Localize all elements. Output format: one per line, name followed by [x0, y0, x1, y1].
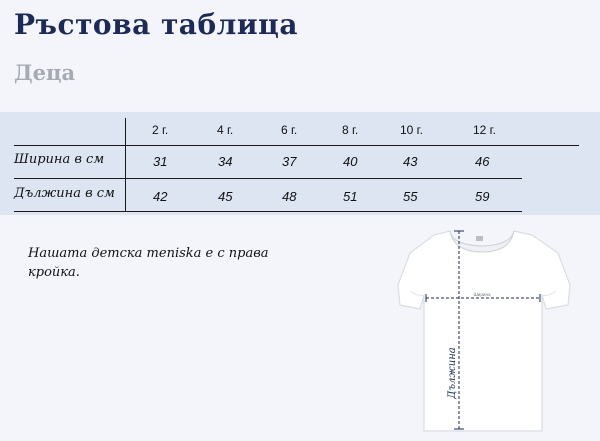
- table-cell: 42: [153, 189, 168, 204]
- table-cell: 40: [343, 154, 358, 169]
- table-cell: 45: [218, 189, 233, 204]
- table-row-label-width: Ширина в см: [14, 152, 105, 167]
- table-header-8y: 8 г.: [342, 123, 359, 137]
- table-cell: 34: [218, 154, 233, 169]
- table-header-6y: 6 г.: [281, 123, 298, 137]
- table-row-label-length: Дължина в см: [14, 186, 115, 201]
- table-header-2y: 2 г.: [152, 123, 169, 137]
- table-cell: 51: [343, 189, 358, 204]
- page-title: Ръстова таблица: [14, 8, 298, 41]
- length-label: Дължина: [447, 347, 458, 399]
- width-label: Ширина: [473, 292, 491, 297]
- table-cell: 37: [282, 154, 297, 169]
- table-cell: 43: [403, 154, 418, 169]
- table-divider-middle: [14, 178, 522, 179]
- page-subtitle: Деца: [14, 60, 76, 85]
- table-divider-bottom: [14, 211, 522, 212]
- table-divider-top: [14, 145, 579, 146]
- table-cell: 59: [475, 189, 490, 204]
- tshirt-diagram: [394, 225, 584, 435]
- table-header-4y: 4 г.: [217, 123, 234, 137]
- fit-note: Нашата детска теniska е с права кройка.: [28, 246, 269, 280]
- table-header-12y: 12 г.: [473, 123, 496, 137]
- table-divider-vertical: [125, 118, 126, 212]
- table-header-10y: 10 г.: [400, 123, 423, 137]
- tshirt-label-tag: [476, 236, 483, 241]
- table-cell: 46: [475, 154, 490, 169]
- table-cell: 48: [282, 189, 297, 204]
- tshirt-shape: [398, 231, 570, 431]
- table-cell: 55: [403, 189, 418, 204]
- table-cell: 31: [153, 154, 168, 169]
